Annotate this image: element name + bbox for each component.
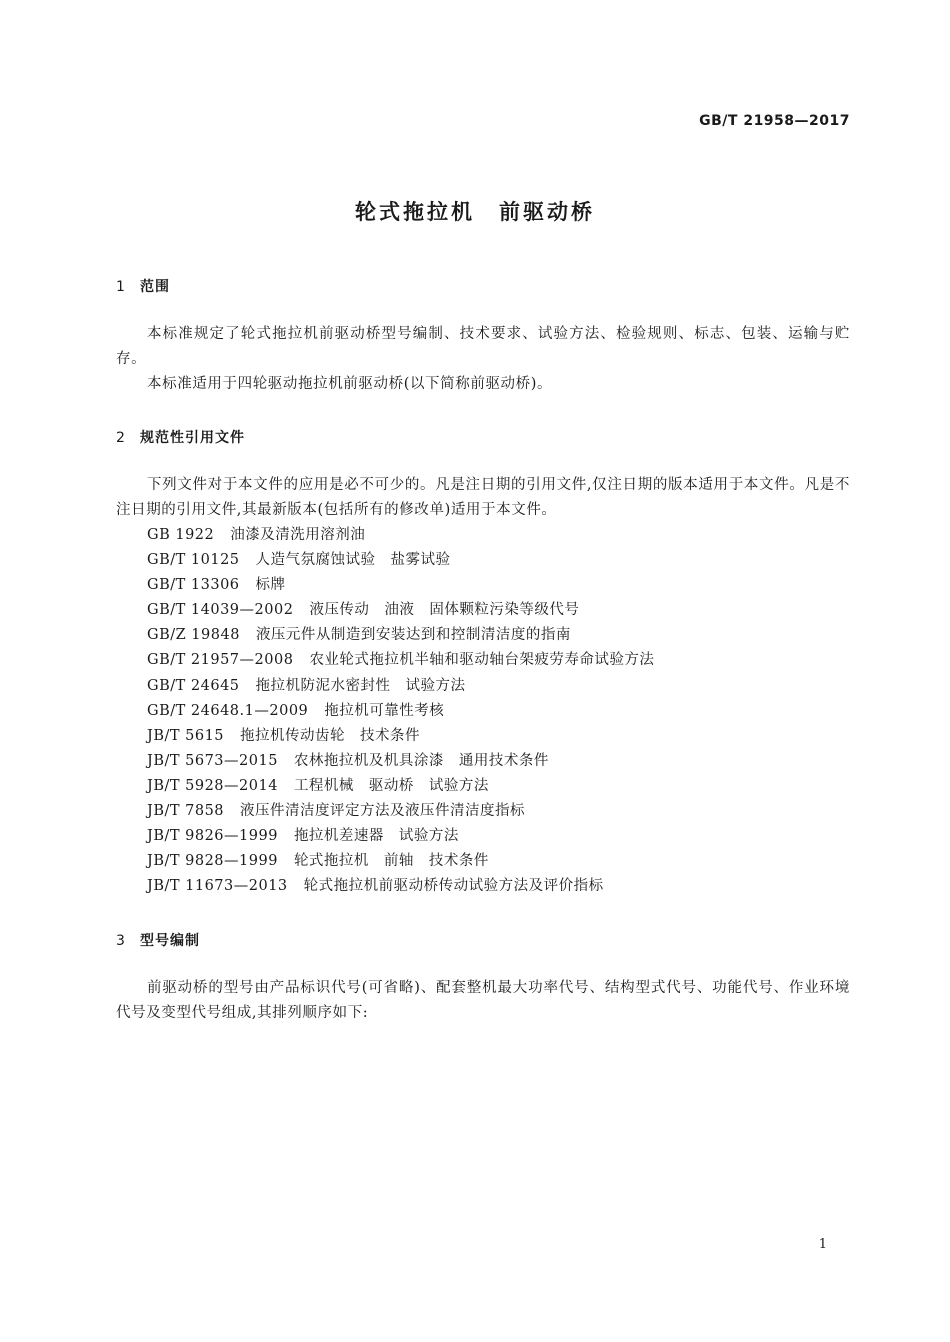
reference-title: 轮式拖拉机前驱动桥传动试验方法及评价指标: [303, 878, 604, 895]
reference-code: GB/T 14039—2002: [147, 602, 294, 619]
reference-code: GB/T 24648.1—2009: [147, 702, 309, 719]
reference-title: 工程机械 驱动桥 试验方法: [293, 777, 489, 794]
reference-code: JB/T 9828—1999: [147, 853, 278, 870]
section-number: 1: [116, 279, 126, 295]
reference-item: [147, 874, 654, 899]
section-1-heading: [116, 276, 170, 296]
reference-item: [147, 849, 654, 874]
section-title: 范围: [140, 279, 170, 295]
reference-title: 拖拉机差速器 试验方法: [293, 828, 459, 845]
reference-item: [147, 724, 654, 749]
page-number: 1: [818, 1237, 827, 1252]
reference-code: JB/T 9826—1999: [147, 828, 278, 845]
reference-title: 油漆及清洗用溶剂油: [230, 527, 366, 543]
reference-title: 液压传动 油液 固体颗粒污染等级代号: [309, 602, 580, 619]
reference-item: [147, 573, 654, 598]
reference-code: JB/T 7858: [147, 803, 225, 820]
document-title: 轮式拖拉机 前驱动桥: [355, 200, 595, 224]
section-3-heading: [116, 930, 200, 950]
reference-code: JB/T 5928—2014: [147, 777, 278, 794]
reference-item: [147, 749, 654, 774]
reference-code: GB/T 10125: [147, 552, 240, 569]
standard-code: GB/T 21958—2017: [699, 113, 850, 129]
reference-code: GB/T 24645: [147, 677, 240, 694]
reference-title: 液压元件从制造到安装达到和控制清洁度的指南: [255, 627, 571, 644]
reference-title: 农业轮式拖拉机半轴和驱动轴台架疲劳寿命试验方法: [309, 652, 655, 669]
reference-title: 液压件清洁度评定方法及液压件清洁度指标: [240, 803, 526, 820]
reference-item: [147, 598, 654, 623]
section-1-paragraph-2: 本标准适用于四轮驱动拖拉机前驱动桥(以下简称前驱动桥)。: [147, 376, 553, 392]
section-title: 规范性引用文件: [140, 430, 245, 446]
reference-item: [147, 648, 654, 673]
normative-references-list: [147, 523, 654, 899]
reference-item: [147, 623, 654, 648]
reference-code: JB/T 5615: [147, 727, 225, 744]
reference-title: 标牌: [255, 577, 286, 594]
reference-title: 拖拉机可靠性考核: [324, 702, 445, 719]
section-1-paragraph-1: 本标准规定了轮式拖拉机前驱动桥型号编制、技术要求、试验方法、检验规则、标志、包装、运输与贮存。: [116, 326, 850, 367]
reference-code: GB/T 21957—2008: [147, 652, 294, 669]
reference-item: [147, 799, 654, 824]
section-3-paragraph-1: 前驱动桥的型号由产品标识代号(可省略)、配套整机最大功率代号、结构型式代号、功能代号、作业环境代号及变型代号组成,其排列顺序如下:: [116, 980, 850, 1021]
reference-code: GB 1922: [147, 527, 215, 543]
reference-item: [147, 774, 654, 799]
reference-title: 人造气氛腐蚀试验 盐雾试验: [255, 552, 451, 569]
reference-title: 拖拉机防泥水密封性 试验方法: [255, 677, 466, 694]
section-number: 2: [116, 430, 126, 446]
reference-item: [147, 699, 654, 724]
reference-code: GB/Z 19848: [147, 627, 240, 644]
reference-title: 拖拉机传动齿轮 技术条件: [240, 727, 421, 744]
reference-item: [147, 674, 654, 699]
reference-item: [147, 523, 654, 548]
section-title: 型号编制: [140, 933, 200, 949]
reference-title: 轮式拖拉机 前轴 技术条件: [293, 853, 489, 870]
reference-code: JB/T 5673—2015: [147, 752, 278, 769]
reference-code: GB/T 13306: [147, 577, 240, 594]
reference-item: [147, 548, 654, 573]
section-number: 3: [116, 933, 126, 949]
reference-item: [147, 824, 654, 849]
reference-code: JB/T 11673—2013: [147, 878, 288, 895]
reference-title: 农林拖拉机及机具涂漆 通用技术条件: [293, 752, 549, 769]
section-2-heading: [116, 427, 245, 447]
section-2-paragraph-1: 下列文件对于本文件的应用是必不可少的。凡是注日期的引用文件,仅注日期的版本适用于本文件。凡是不注日期的引用文件,其最新版本(包括所有的修改单)适用于本文件。: [116, 477, 850, 518]
